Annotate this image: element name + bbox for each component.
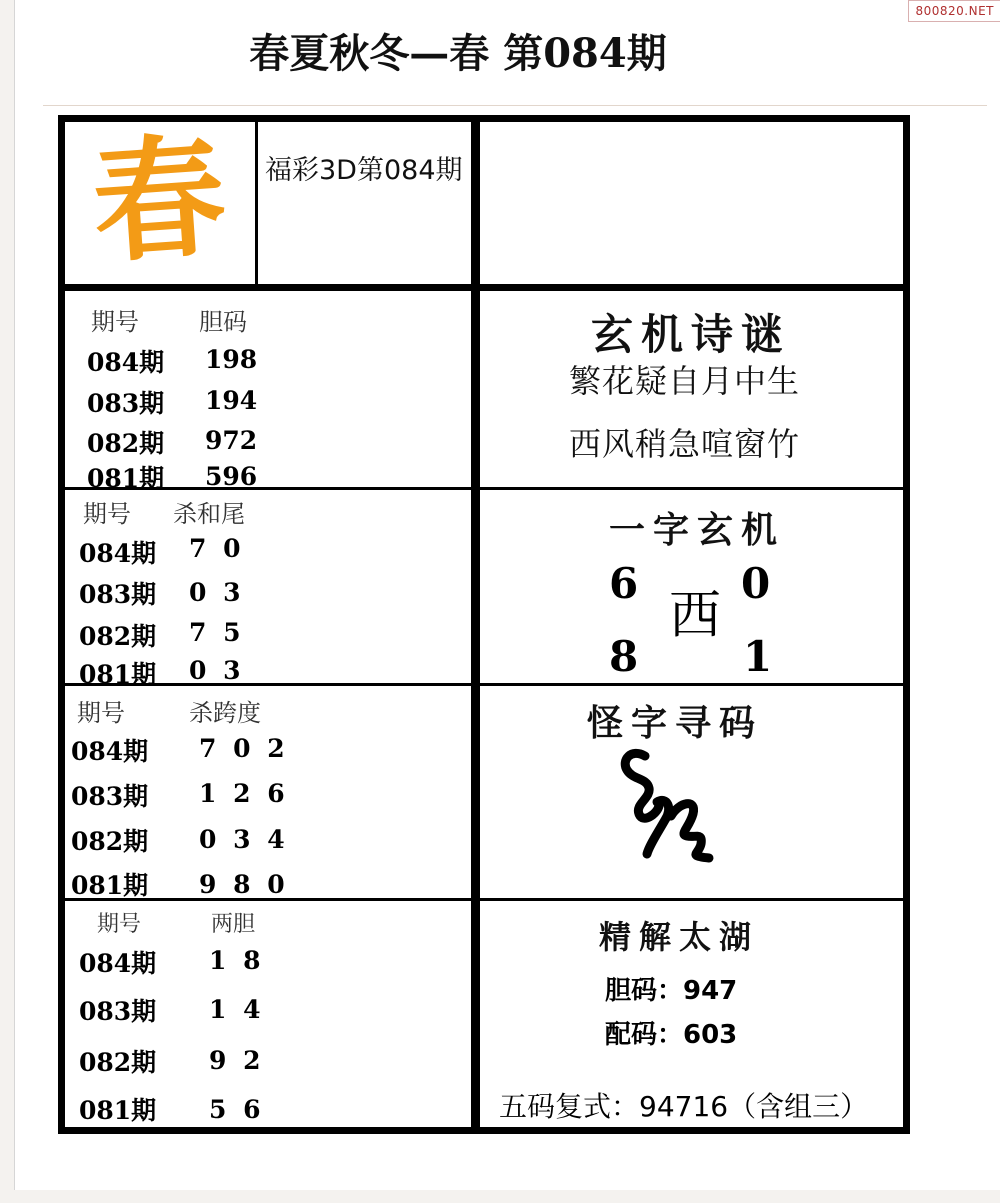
taihu-title: 精解太湖 bbox=[599, 918, 760, 956]
riddle-title: 玄机诗谜 bbox=[591, 310, 792, 359]
table-row-issue: 083期 bbox=[79, 997, 157, 1026]
table-row-issue: 084期 bbox=[71, 737, 149, 766]
table-row-issue: 081期 bbox=[79, 660, 157, 689]
table-row-value: 0 3 bbox=[189, 578, 245, 607]
col-head-issue: 期号 bbox=[83, 500, 131, 528]
right-row-line bbox=[480, 683, 903, 686]
table-row-value: 198 bbox=[205, 345, 258, 374]
table-row-value: 7 0 bbox=[189, 534, 245, 563]
divider bbox=[43, 105, 987, 106]
table-row-value: 194 bbox=[205, 386, 258, 415]
table-row-value: 7 5 bbox=[189, 618, 245, 647]
table-row-issue: 081期 bbox=[79, 1096, 157, 1125]
table-row-value: 9 2 bbox=[209, 1046, 265, 1075]
table-row-issue: 082期 bbox=[79, 1048, 157, 1077]
center-divider bbox=[471, 122, 480, 1127]
digit-bottom-right: 1 bbox=[743, 632, 773, 681]
site-watermark[interactable]: 800820.NET bbox=[908, 0, 1000, 22]
table-row-issue: 082期 bbox=[87, 429, 165, 458]
col-head-issue: 期号 bbox=[91, 308, 139, 336]
table-row-issue: 083期 bbox=[79, 580, 157, 609]
right-row-line bbox=[480, 487, 903, 490]
col-head-sha-kua-du: 杀跨度 bbox=[189, 699, 261, 727]
riddle-line-2: 西风稍急喧窗竹 bbox=[569, 425, 801, 463]
col-head-dan-ma: 胆码 bbox=[199, 308, 247, 336]
taihu-dan-ma: 胆码：947 bbox=[605, 976, 738, 1006]
digit-bottom-left: 8 bbox=[609, 632, 639, 681]
table-row-value: 596 bbox=[205, 462, 258, 491]
center-character: 西 bbox=[669, 586, 722, 646]
right-row-line bbox=[480, 898, 903, 901]
table-row-issue: 083期 bbox=[71, 782, 149, 811]
table-row-value: 1 4 bbox=[209, 995, 265, 1024]
table-row-value: 1 2 6 bbox=[199, 779, 289, 808]
taihu-combo: 五码复式：94716（含组三） bbox=[499, 1090, 869, 1123]
forecast-board bbox=[58, 115, 910, 1134]
digit-top-right: 0 bbox=[741, 559, 771, 608]
table-row-value: 0 3 4 bbox=[199, 825, 289, 854]
one-char-title: 一字玄机 bbox=[609, 509, 786, 551]
strange-char-title: 怪字寻码 bbox=[587, 702, 764, 744]
table-row-issue: 082期 bbox=[71, 827, 149, 856]
table-row-value: 972 bbox=[205, 426, 258, 455]
right-row-line bbox=[480, 284, 903, 291]
table-row-issue: 084期 bbox=[79, 539, 157, 568]
table-row-issue: 083期 bbox=[87, 389, 165, 418]
table-row-value: 5 6 bbox=[209, 1095, 265, 1124]
table-row-value: 0 3 bbox=[189, 656, 245, 685]
col-head-liang-dan: 两胆 bbox=[211, 912, 256, 937]
strange-character-image bbox=[613, 742, 733, 867]
table-row-issue: 084期 bbox=[79, 949, 157, 978]
table-row-issue: 081期 bbox=[71, 871, 149, 900]
left-row-line bbox=[65, 284, 471, 291]
page-title: 春夏秋冬—春 第084期 bbox=[249, 30, 667, 77]
table-row-value: 1 8 bbox=[209, 946, 265, 975]
table-row-issue: 084期 bbox=[87, 348, 165, 377]
top-left-divider bbox=[255, 122, 258, 286]
season-character: 春 bbox=[87, 118, 231, 283]
issue-label: 福彩3D第084期 bbox=[265, 155, 463, 186]
col-head-issue: 期号 bbox=[77, 699, 125, 727]
col-head-sha-he-wei: 杀和尾 bbox=[173, 500, 245, 528]
taihu-pei-ma: 配码：603 bbox=[605, 1020, 738, 1050]
table-row-value: 7 0 2 bbox=[199, 734, 289, 763]
table-row-issue: 081期 bbox=[87, 464, 165, 493]
table-row-issue: 082期 bbox=[79, 622, 157, 651]
table-row-value: 9 8 0 bbox=[199, 870, 289, 899]
col-head-issue: 期号 bbox=[97, 912, 142, 937]
digit-top-left: 6 bbox=[609, 559, 639, 608]
riddle-line-1: 繁花疑自月中生 bbox=[569, 362, 801, 400]
